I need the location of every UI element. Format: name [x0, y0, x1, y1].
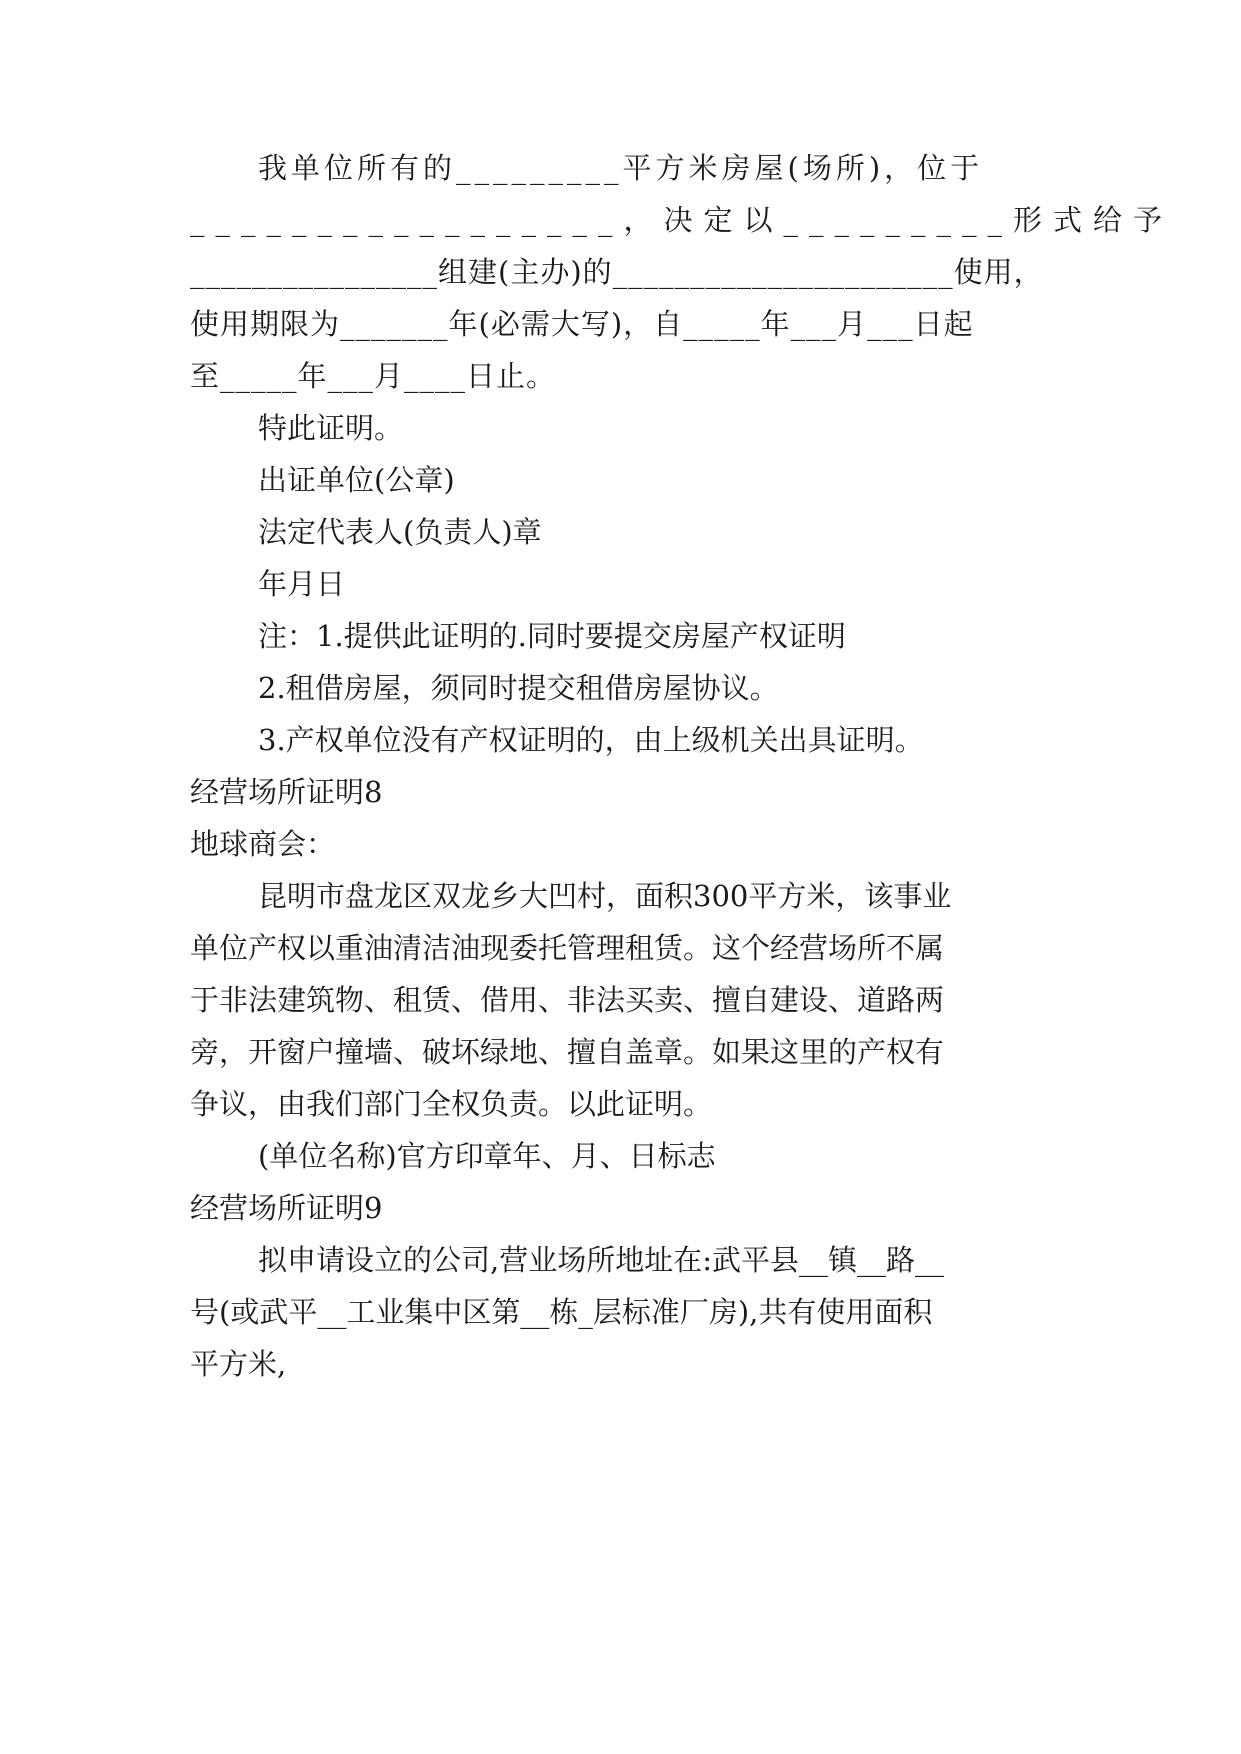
- body-line-5: 争议，由我们部门全权负责。以此证明。: [190, 1087, 713, 1121]
- note-item-2: 2.租借房屋，须同时提交租借房屋协议。: [258, 671, 779, 705]
- certify-line: 特此证明。: [258, 411, 404, 445]
- section-heading-9: 经营场所证明9: [190, 1191, 383, 1225]
- paragraph-line-4: 使用期限为_______年(必需大写)，自_____年___月___日起: [190, 307, 974, 341]
- body9-line-3: 平方米,: [190, 1347, 287, 1381]
- signature-line: (单位名称)官方印章年、月、日标志: [258, 1139, 716, 1173]
- paragraph-line-5: 至_____年___月____日止。: [190, 359, 557, 393]
- paragraph-line-2: _________________，决定以_________形式给予: [190, 203, 1174, 237]
- addressee-line: 地球商会：: [190, 827, 336, 861]
- paragraph-line-3: ________________组建(主办)的______________________使用，: [190, 255, 1044, 289]
- body-line-3: 于非法建筑物、租赁、借用、非法买卖、擅自建设、道路两: [190, 983, 945, 1017]
- issuer-seal-line: 出证单位(公章): [258, 463, 455, 497]
- legal-rep-seal-line: 法定代表人(负责人)章: [258, 515, 542, 549]
- note-item-1: 注：1.提供此证明的.同时要提交房屋产权证明: [258, 619, 846, 653]
- body9-line-2: 号(或武平__工业集中区第__栋_层标准厂房),共有使用面积: [190, 1295, 933, 1329]
- date-line: 年月日: [258, 567, 346, 601]
- body-line-2: 单位产权以重油清洁油现委托管理租赁。这个经营场所不属: [190, 931, 945, 965]
- body-line-4: 旁，开窗户撞墙、破坏绿地、擅自盖章。如果这里的产权有: [190, 1035, 945, 1069]
- body9-line-1: 拟申请设立的公司,营业场所地址在:武平县__镇__路__: [258, 1243, 944, 1277]
- note-item-3: 3.产权单位没有产权证明的，由上级机关出具证明。: [258, 723, 924, 757]
- section-heading-8: 经营场所证明8: [190, 775, 383, 809]
- paragraph-line-1: 我单位所有的_________平方米房屋(场所)，位于: [258, 151, 984, 185]
- body-line-1: 昆明市盘龙区双龙乡大凹村，面积300平方米，该事业: [258, 879, 952, 913]
